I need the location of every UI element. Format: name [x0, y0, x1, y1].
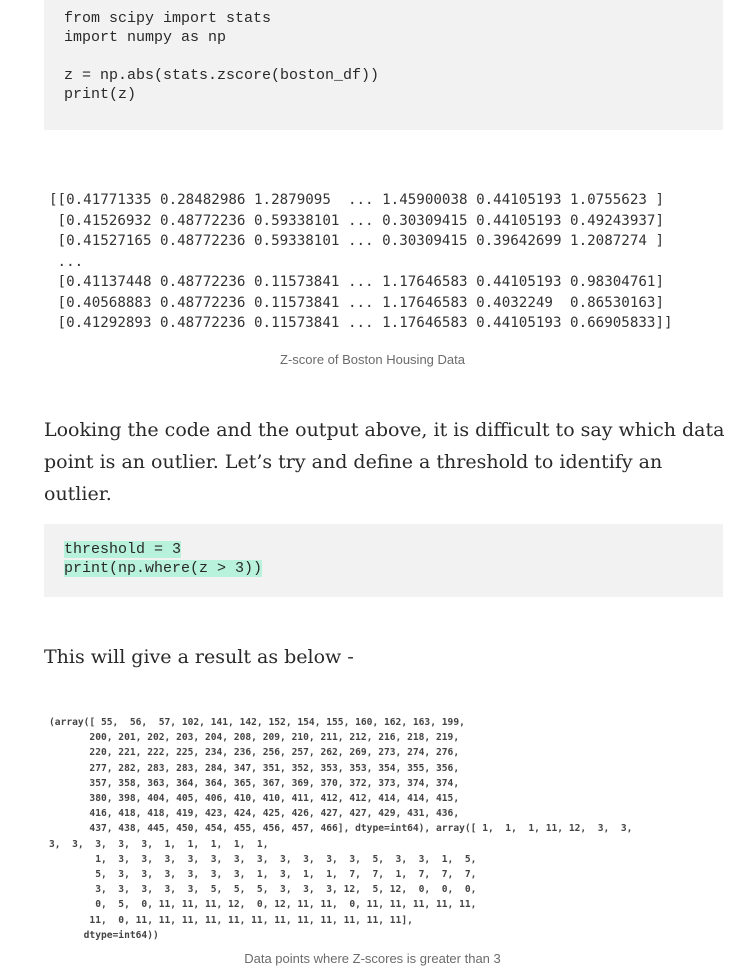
code-line: threshold = 3 [64, 541, 182, 558]
paragraph-result-intro: This will give a result as below - [44, 646, 354, 668]
outlier-indices-output: (array([ 55, 56, 57, 102, 141, 142, 152, 154, 155, 160, 162, 163, 199, 200, 201, 202, 203, 204, 208, 209, 210, 211, 212, 216, 218, 219, 220, 221, 222, 225, 234, 236, 256, 257, 262, 269, 273, 274, 276, 277, 282, 283, 283, 284, 347, 351, 352, 353, 353, 354, 355, 356, 357, 358, 363, 364, 364, 365, 367, 369, 370, 372, 373, 374, 374, 380, 398, 404, 405, 406, 410, 410, 411, 412, 412, 414, 414, 415, 416, 418, 418, 419, 423, 424, 425, 426, 427, 427, 429, 431, 436, 437, 438, 445, 450, 454, 455, 456, 457, 466], dtype=int64), array([ 1, 1, 1, 11, 12, 3, 3, 3, 3, 3, 3, 3, 1, 1, 1, 1, 1, 1, 3, 3, 3, 3, 3, 3, 3, 3, 3, 3, 3, 5, 3, 3, 1, 5, 5, 3, 3, 3, 3, 3, 3, 1, 3, 1, 1, 7, 7, 1, 7, 7, 7, 3, 3, 3, 3, 3, 5, 5, 5, 3, 3, 3, 12, 5, 12, 0, 0, 0, 0, 5, 0, 11, 11, 11, 12, 0, 12, 11, 11, 0, 11, 11, 11, 11, 11, 11, 0, 11, 11, 11, 11, 11, 11, 11, 11, 11, 11, 11, 11], dtype=int64)) [49, 717, 633, 941]
code-line: z = np.abs(stats.zscore(boston_df)) [64, 67, 380, 84]
outlier-output-caption: Data points where Z-scores is greater than 3 [244, 951, 501, 966]
code-line: print(np.where(z > 3)) [64, 560, 263, 577]
code-line: print(z) [64, 86, 137, 103]
code-block-threshold [44, 524, 723, 597]
zscore-output: [[0.41771335 0.28482986 1.2879095 ... 1.45900038 0.44105193 1.0755623 ] [0.41526932 0.48772236 0.59338101 ... 0.30309415 0.44105193 0.49243937] [0.41527165 0.48772236 0.59338101 ... 0.30309415 0.39642699 1.2087274 ] ... [0.41137448 0.48772236 0.11573841 ... 1.17646583 0.44105193 0.98304761] [0.40568883 0.48772236 0.11573841 ... 1.17646583 0.4032249 0.86530163] [0.41292893 0.48772236 0.11573841 ... 1.17646583 0.44105193 0.66905833]] [49, 192, 673, 331]
paragraph-outlier-intro: Looking the code and the output above, it is difficult to say which data point is an outlier. Let’s try and define a threshold to identify an outlier. [44, 419, 725, 505]
code-line: from scipy import stats [64, 10, 272, 27]
code-line: import numpy as np [64, 29, 227, 46]
code-block-zscore [44, 0, 723, 130]
zscore-output-caption: Z-score of Boston Housing Data [280, 352, 465, 367]
